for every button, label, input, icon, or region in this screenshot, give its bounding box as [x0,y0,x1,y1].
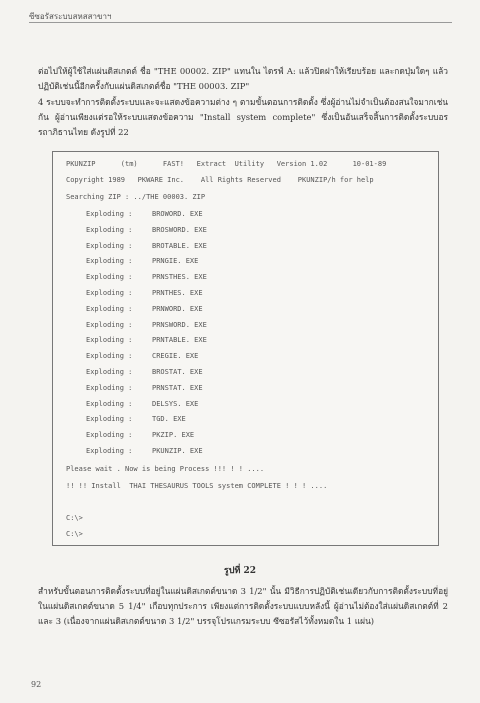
exploding-label: Exploding : [86,352,133,361]
terminal-screenshot [52,151,439,546]
exploding-row [86,384,203,392]
exploding-row [86,415,186,423]
exploding-label: Exploding : [86,225,133,234]
exploding-row [86,242,207,250]
exploding-row [86,368,203,376]
exploding-row [86,336,207,344]
exploded-file-name: PRNSTHES. EXE [152,273,207,282]
terminal-wait-line: Please wait . Now is being Process !!! ! ! .... [66,465,265,473]
exploding-label: Exploding : [86,241,133,250]
exploded-file-name: BROSWORD. EXE [152,225,207,234]
terminal-prompt: C:\> [66,514,83,522]
exploded-file-name: PRNSTAT. EXE [152,383,203,392]
exploded-file-name: TGD. EXE [152,415,186,424]
exploding-label: Exploding : [86,320,133,329]
exploding-row [86,305,203,313]
exploding-label: Exploding : [86,257,133,266]
exploding-row [86,431,194,439]
exploding-label: Exploding : [86,336,133,345]
exploding-row [86,210,203,218]
exploding-label: Exploding : [86,447,133,455]
paragraph-1: ต่อไปให้ผู้ใช้ใส่แผ่นดิสเกตต์ ชื่อ "THE 00002. ZIP" แทนใน ไดรฟ์ A: แล้วปิดฝาให้เรียบร้อย และกดปุ่มใดๆ แล้วปฏิบัติเช่นนี้อีกครั้งกับแผ่นดิสเกตต์ชื่อ "THE 00003. ZIP" [38,66,448,91]
exploding-label: Exploding : [86,415,133,424]
exploded-file-name: PRNSWORD. EXE [152,320,207,329]
page-number: 92 [31,680,42,689]
terminal-copyright-line: Copyright 1989 PKWARE Inc. All Rights Reserved PKUNZIP/h for help [66,176,374,184]
exploding-row [86,400,198,408]
paragraph-2: 4 ระบบจะทำการติดตั้งระบบและจะแสดงข้อความต่าง ๆ ตามขั้นตอนการติดตั้ง ซึ่งผู้อ่านไม่จำเป็นต้องสนใจมากเช่นกัน ผู้อ่านเพียงแต่รอให้ระบบแสดงข้อความ "Install system complete" ซึ่งเป็นอันเสร็จสิ้นการติดตั้งระบบอรรถาภิธานไทย ดังรูปที่ 22 [38,97,448,137]
header-divider [29,22,452,23]
terminal-title-line: PKUNZIP (tm) FAST! Extract Utility Version 1.02 10-01-89 [66,160,387,168]
running-header: ซีซอรัสระบบสหสสาขาฯ [29,12,112,21]
exploded-file-name: PRNTABLE. EXE [152,336,207,345]
exploded-file-name: CREGIE. EXE [152,352,199,361]
exploded-file-name: PRNGIE. EXE [152,257,199,266]
exploding-row [86,257,198,265]
exploding-row [86,352,198,360]
exploding-row [86,447,203,455]
figure-caption: รูปที่ 22 [223,566,257,576]
exploding-label: Exploding : [86,273,133,282]
exploding-label: Exploding : [86,368,133,376]
exploding-row [86,226,207,234]
terminal-searching-line: Searching ZIP : ../THE 00003. ZIP [66,193,206,201]
exploded-file-name: BROTABLE. EXE [152,241,207,250]
exploded-file-name: BROWORD. EXE [152,210,203,218]
exploding-label: Exploding : [86,210,133,218]
exploded-file-name: BROSTAT. EXE [152,368,203,376]
terminal-complete-line: !! !! Install THAI THESAURUS TOOLS system COMPLETE ! ! ! .... [66,482,328,490]
exploding-label: Exploding : [86,304,133,313]
exploded-file-name: PRNTHES. EXE [152,289,203,297]
exploding-row [86,273,207,281]
exploding-row [86,289,203,297]
exploding-label: Exploding : [86,431,133,440]
exploding-label: Exploding : [86,399,133,408]
exploding-row [86,321,207,329]
exploding-label: Exploding : [86,383,133,392]
exploding-label: Exploding : [86,289,133,297]
exploded-file-name: DELSYS. EXE [152,399,199,408]
paragraph-3: สำหรับขั้นตอนการติดตั้งระบบที่อยู่ในแผ่นดิสเกตต์ขนาด 3 1/2" นั้น มีวิธีการปฏิบัติเช่นเดียวกับการติดตั้งระบบที่อยู่ในแผ่นดิสเกตต์ขนาด 5 1/4" เกือบทุกประการ เพียงแต่การติดตั้งระบบแบบหลังนี้ ผู้อ่านไม่ต้องใส่แผ่นดิสเกตต์ที่ 2 และ 3 (เนื่องจากแผ่นดิสเกตต์ขนาด 3 1/2" บรรจุโปรแกรมระบบ ซีซอรัสไว้ทั้งหมดใน 1 แผ่น) [38,586,448,626]
terminal-prompt: C:\> [66,530,83,538]
exploded-file-name: PKZIP. EXE [152,431,195,440]
exploded-file-name: PKUNZIP. EXE [152,447,203,455]
exploded-file-name: PRNWORD. EXE [152,304,203,313]
